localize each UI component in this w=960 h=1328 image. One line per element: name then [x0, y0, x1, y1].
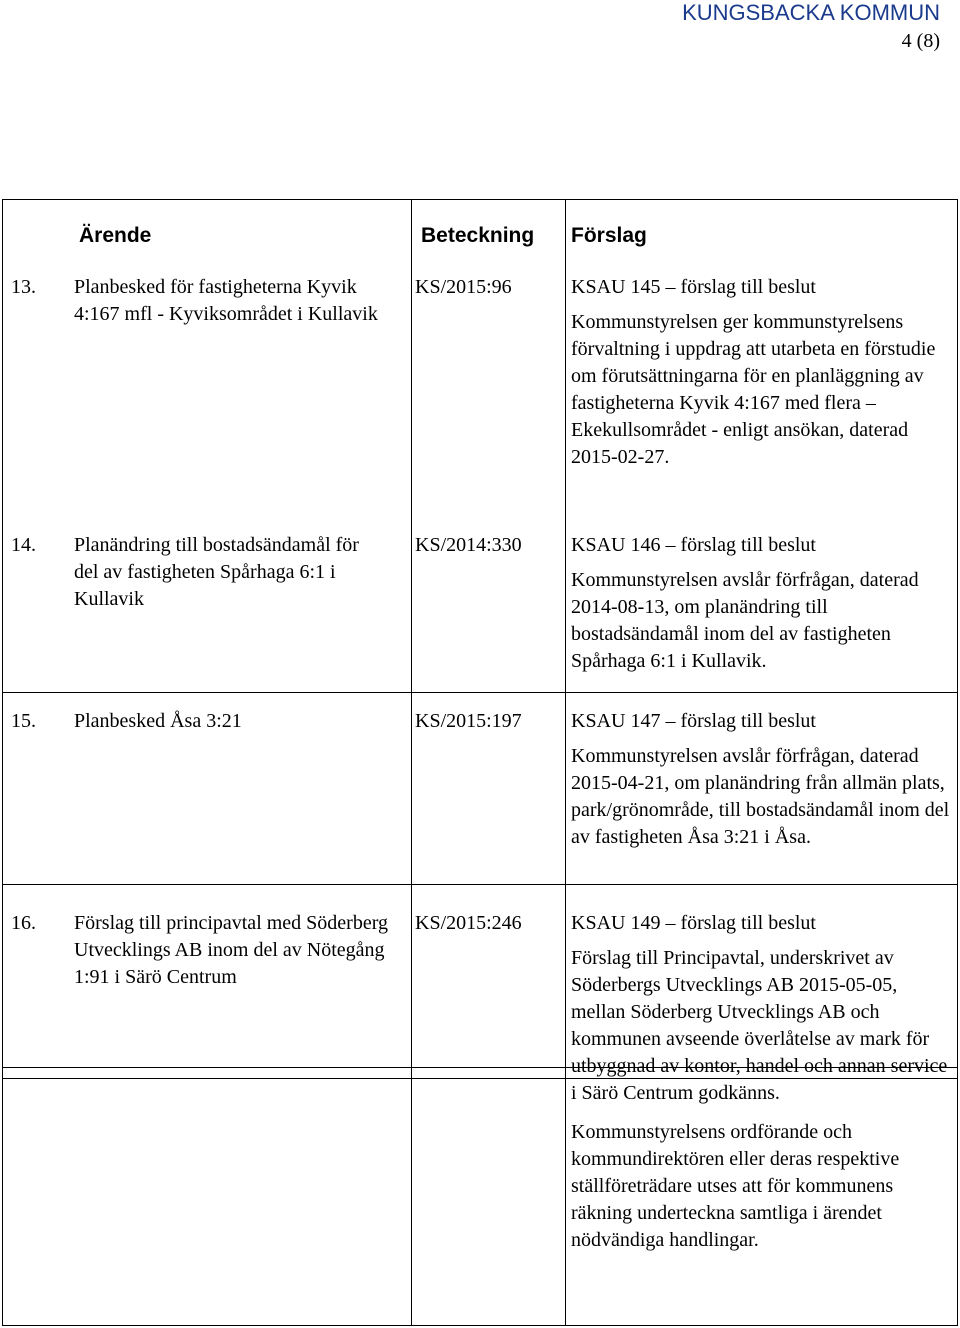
row-reference: KS/2015:197 [415, 710, 522, 732]
row-proposal [571, 910, 955, 1254]
row-number: 16. [11, 912, 36, 934]
row-reference: KS/2014:330 [415, 534, 522, 556]
row-title: Planändring till bostadsändamål för del av fastigheten Spårhaga 6:1 i Kullavik [74, 534, 359, 610]
column-divider [411, 200, 412, 1325]
row-reference: KS/2015:246 [415, 912, 522, 934]
proposal-text: Kommunstyrelsens ordförande och kommundirektören eller deras respektive ställföreträdare utses att för kommunens räkning underteckna samtliga i ärendet nödvändiga handlingar. [571, 1121, 900, 1251]
proposal-text: Kommunstyrelsen avslår förfrågan, daterad 2015-04-21, om planändring från allmän plats, park/grönområde, till bostadsändamål inom del av fastigheten Åsa 3:21 i Åsa. [571, 745, 950, 848]
proposal-text: Kommunstyrelsen avslår förfrågan, daterad 2014-08-13, om planändring till bostadsändamål inom del av fastigheten Spårhaga 6:1 i Kullavik. [571, 569, 919, 672]
row-number: 13. [11, 276, 36, 298]
proposal-heading: KSAU 147 – förslag till beslut [571, 710, 816, 732]
header-org: KUNGSBACKA KOMMUN [682, 0, 940, 25]
row-divider [3, 884, 957, 885]
column-header-arende: Ärende [79, 224, 152, 247]
proposal-text: Förslag till Principavtal, underskrivet av Söderbergs Utvecklings AB 2015-05-05, mellan Söderberg Utvecklings AB och kommunen avseende överlåtelse av mark för utbyggnad av kontor, handel och annan service i Särö Centrum godkänns. [571, 947, 948, 1104]
row-proposal [571, 274, 955, 471]
column-divider [565, 200, 566, 1325]
proposal-text: Kommunstyrelsen ger kommunstyrelsens förvaltning i uppdrag att utarbeta en förstudie om förutsättningarna för en planläggning av fastigheterna Kyvik 4:167 med flera – Ekekullsområdet - enligt ansökan, daterad 2015-02-27. [571, 311, 936, 468]
column-header-forslag: Förslag [571, 224, 647, 247]
proposal-heading: KSAU 146 – förslag till beslut [571, 534, 816, 556]
row-number: 14. [11, 534, 36, 556]
page-number: 4 (8) [901, 30, 940, 52]
row-divider [3, 692, 957, 693]
proposal-heading: KSAU 145 – förslag till beslut [571, 276, 816, 298]
row-reference: KS/2015:96 [415, 276, 512, 298]
proposal-heading: KSAU 149 – förslag till beslut [571, 912, 816, 934]
row-proposal [571, 532, 955, 675]
row-proposal [571, 708, 955, 851]
row-title: Planbesked Åsa 3:21 [74, 710, 242, 732]
row-title: Planbesked för fastigheterna Kyvik 4:167 mfl - Kyviksområdet i Kullavik [74, 276, 378, 325]
column-header-beteckning: Beteckning [421, 224, 535, 247]
row-title: Förslag till principavtal med Söderberg Utvecklings AB inom del av Nötegång 1:91 i Särö Centrum [74, 912, 389, 988]
row-number: 15. [11, 710, 36, 732]
agenda-table [2, 199, 958, 1326]
